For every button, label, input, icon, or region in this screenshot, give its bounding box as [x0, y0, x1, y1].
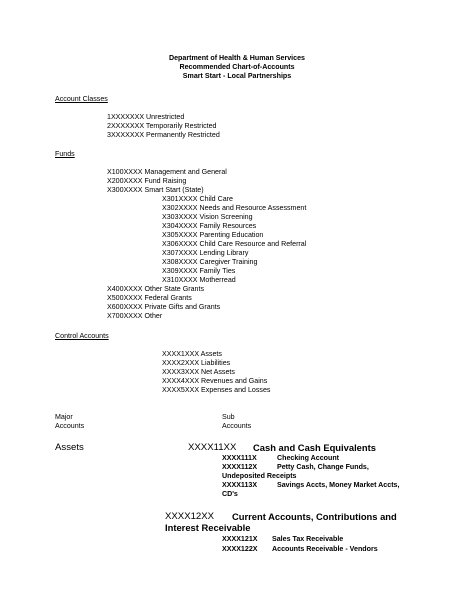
fund-item: X700XXXX Other [107, 312, 163, 320]
control-account-item: XXXX2XXX Liabilities [162, 359, 231, 367]
sub-account-desc-cont: Undeposited Receipts [222, 472, 297, 480]
major-accounts-header-line-2: Accounts [55, 422, 85, 430]
control-accounts-heading: Control Accounts [55, 332, 109, 340]
account-class-item: 3XXXXXXX Permanently Restricted [107, 131, 220, 139]
fund-item: X400XXXX Other State Grants [107, 285, 204, 293]
fund-subitem: X305XXXX Parenting Education [162, 231, 264, 239]
doc-title-line-3: Smart Start - Local Partnerships [182, 72, 292, 80]
sub-account-code: XXXX113X [222, 481, 258, 489]
fund-subitem: X308XXXX Caregiver Training [162, 258, 258, 266]
control-account-item: XXXX5XXX Expenses and Losses [162, 386, 271, 394]
sub-account-code: XXXX122X [222, 545, 258, 553]
account-class-item: 2XXXXXXX Temporarily Restricted [107, 122, 217, 130]
fund-item: X300XXXX Smart Start (State) [107, 186, 204, 194]
account-group-title: Cash and Cash Equivalents [253, 442, 376, 453]
fund-item: X200XXXX Fund Raising [107, 177, 187, 185]
major-accounts-header-line-1: Major [55, 413, 73, 421]
sub-account-code: XXXX121X [222, 535, 258, 543]
sub-account-desc: Sales Tax Receivable [272, 535, 344, 543]
fund-subitem: X303XXXX Vision Screening [162, 213, 253, 221]
fund-item: X500XXXX Federal Grants [107, 294, 192, 302]
sub-account-code: XXXX112X [222, 463, 258, 471]
account-class-item: 1XXXXXXX Unrestricted [107, 113, 185, 121]
control-account-item: XXXX1XXX Assets [162, 350, 222, 358]
account-group-title: Current Accounts, Contributions and [232, 511, 397, 522]
account-code: XXXX12XX [165, 511, 215, 522]
fund-item: X600XXXX Private Gifts and Grants [107, 303, 221, 311]
doc-title-line-2: Recommended Chart-of-Accounts [179, 63, 295, 71]
sub-accounts-header-line-2: Accounts [222, 422, 252, 430]
fund-subitem: X306XXXX Child Care Resource and Referral [162, 240, 307, 248]
account-group-title-cont: Interest Receivable [165, 522, 251, 533]
sub-account-desc: Petty Cash, Change Funds, [277, 463, 369, 471]
fund-subitem: X304XXXX Family Resources [162, 222, 257, 230]
account-code: XXXX11XX [188, 442, 237, 453]
assets-label: Assets [55, 442, 84, 453]
doc-title-line-1: Department of Health & Human Services [168, 54, 305, 62]
fund-subitem: X310XXXX Motherread [162, 276, 236, 284]
funds-heading: Funds [55, 150, 75, 158]
sub-account-desc: Savings Accts, Money Market Accts, [277, 481, 400, 489]
fund-subitem: X309XXXX Family Ties [162, 267, 236, 275]
sub-accounts-header-line-1: Sub [222, 413, 235, 421]
fund-item: X100XXXX Management and General [107, 168, 227, 176]
fund-subitem: X302XXXX Needs and Resource Assessment [162, 204, 307, 212]
account-classes-heading: Account Classes [55, 95, 108, 103]
sub-account-desc: Checking Account [277, 454, 340, 462]
fund-subitem: X301XXXX Child Care [162, 195, 233, 203]
sub-account-desc: Accounts Receivable - Vendors [272, 545, 378, 553]
control-account-item: XXXX4XXX Revenues and Gains [162, 377, 268, 385]
fund-subitem: X307XXXX Lending Library [162, 249, 249, 257]
control-account-item: XXXX3XXX Net Assets [162, 368, 235, 376]
sub-account-desc-cont: CD's [222, 490, 238, 498]
sub-account-code: XXXX111X [222, 454, 257, 462]
